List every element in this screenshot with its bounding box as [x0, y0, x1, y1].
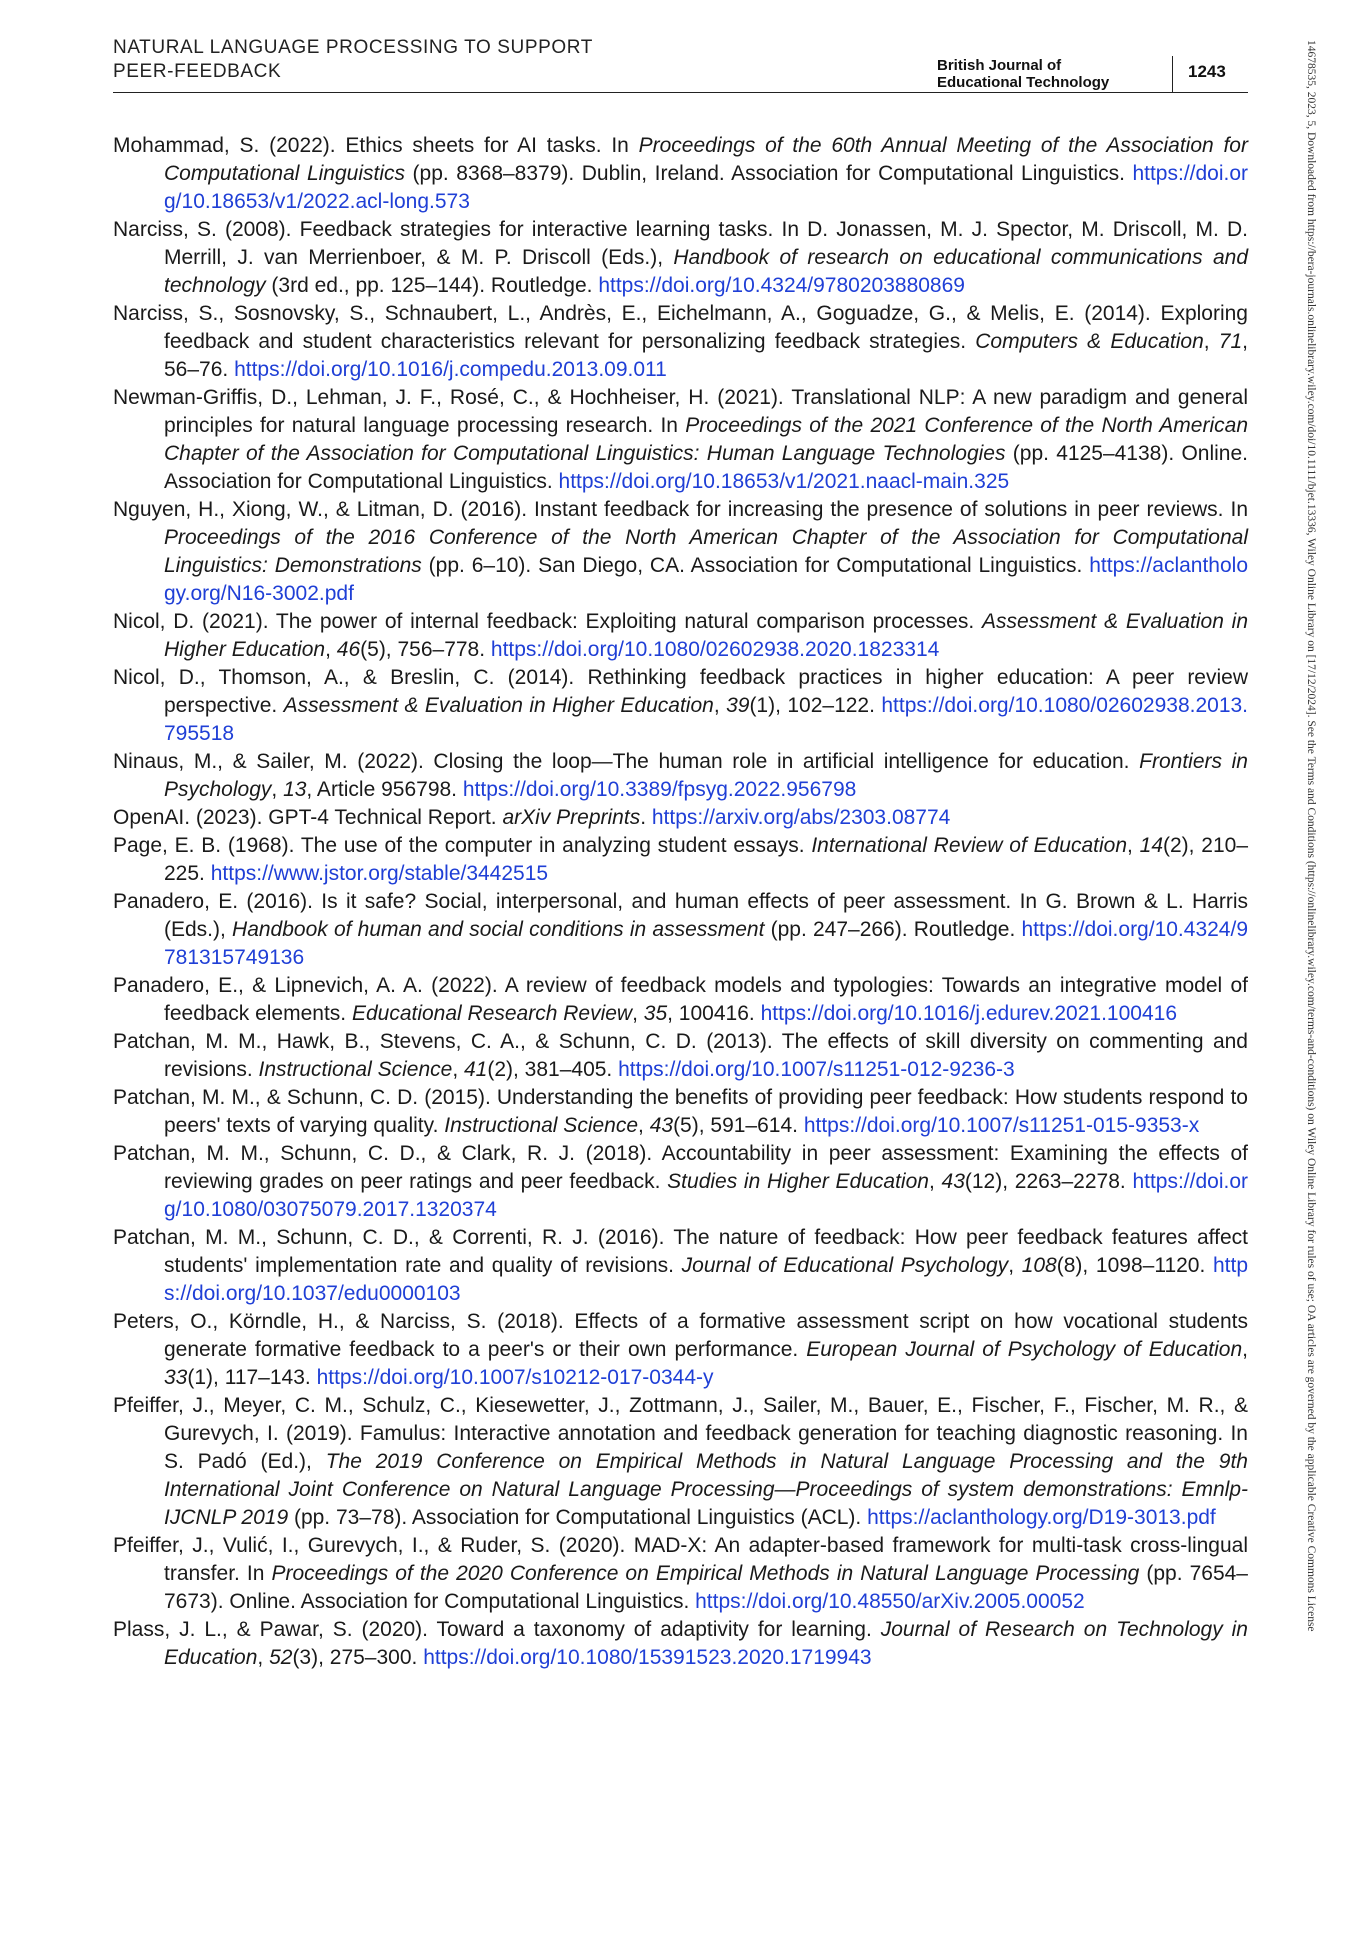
reference-pages: (3rd ed., pp. 125–144). Routledge.	[265, 274, 599, 297]
reference-source: Studies in Higher Education	[667, 1170, 929, 1193]
page-number: 1243	[1188, 62, 1226, 81]
reference-source: Handbook of human and social conditions in assessment	[232, 918, 765, 941]
running-title-line2: PEER-FEEDBACK	[113, 61, 282, 82]
reference-entry	[113, 888, 1248, 972]
reference-doi-link[interactable]: https://doi.org/10.1007/s10212-017-0344-y	[316, 1366, 714, 1389]
reference-entry	[113, 804, 1248, 832]
reference-doi-link[interactable]: https://doi.org/10.1016/j.compedu.2013.09.011	[234, 358, 667, 381]
reference-volume: 71	[1218, 330, 1243, 353]
reference-source: Instructional Science	[258, 1058, 453, 1081]
reference-source: Proceedings of the 2016 Conference of the North American Chapter of the Association for Computational Linguistics: Demonstrations	[164, 526, 1248, 577]
reference-volume: 108	[1021, 1254, 1057, 1277]
reference-pages: , Article 956798.	[306, 778, 463, 801]
reference-source: European Journal of Psychology of Education	[806, 1338, 1243, 1361]
reference-source: Proceedings of the 2020 Conference on Empirical Methods in Natural Language Processing	[271, 1562, 1140, 1585]
reference-separator: ,	[928, 1170, 942, 1193]
reference-pages: (3), 275–300.	[292, 1646, 424, 1669]
reference-doi-link[interactable]: https://doi.org/10.1016/j.edurev.2021.100416	[760, 1002, 1177, 1025]
journal-name-line2: Educational Technology	[937, 74, 1110, 91]
reference-pages: (1), 117–143.	[187, 1366, 317, 1389]
reference-source: Assessment & Evaluation in Higher Education	[164, 610, 1248, 661]
reference-entry	[113, 1084, 1248, 1140]
reference-pages: , 100416.	[667, 1002, 761, 1025]
reference-entry	[113, 664, 1248, 748]
reference-entry	[113, 1224, 1248, 1308]
reference-doi-link[interactable]: https://arxiv.org/abs/2303.08774	[651, 806, 951, 829]
running-title-line1: NATURAL LANGUAGE PROCESSING TO SUPPORT	[113, 37, 593, 58]
reference-authors-title: Newman-Griffis, D., Lehman, J. F., Rosé, C., & Hochheiser, H. (2021). Translational NLP: A new paradigm and general principles for natural language processing research. In	[113, 386, 1248, 437]
reference-doi-link[interactable]: https://doi.org/10.3389/fpsyg.2022.956798	[462, 778, 857, 801]
reference-pages: (1), 102–122.	[749, 694, 882, 717]
reference-authors-title: Panadero, E. (2016). Is it safe? Social, interpersonal, and human effects of peer assessment. In G. Brown & L. Harris (Eds.),	[113, 890, 1248, 941]
reference-separator: ,	[638, 1114, 650, 1137]
reference-pages: (5), 756–778.	[360, 638, 491, 661]
reference-entry	[113, 1532, 1248, 1616]
reference-pages: (pp. 6–10). San Diego, CA. Association for Computational Linguistics.	[421, 554, 1090, 577]
reference-separator: ,	[632, 1002, 644, 1025]
reference-authors-title: Nicol, D., Thomson, A., & Breslin, C. (2014). Rethinking feedback practices in higher education: A peer review perspective.	[113, 666, 1248, 717]
reference-authors-title: Patchan, M. M., Schunn, C. D., & Correnti, R. J. (2016). The nature of feedback: How peer feedback features affect students' implementation rate and quality of revisions.	[113, 1226, 1248, 1277]
reference-authors-title: Pfeiffer, J., Meyer, C. M., Schulz, C., Kiesewetter, J., Zottmann, J., Sailer, M., Bauer, E., Fischer, F., Fischer, M. R., & Gurevych, I. (2019). Famulus: Interactive annotation and feedback generation for teaching diagnostic reasoning. In S. Padó (Ed.),	[113, 1394, 1248, 1473]
reference-entry	[113, 832, 1248, 888]
reference-pages: (12), 2263–2278.	[964, 1170, 1133, 1193]
reference-source: Journal of Research on Technology in Education	[164, 1618, 1248, 1669]
reference-authors-title: Page, E. B. (1968). The use of the computer in analyzing student essays.	[113, 834, 812, 857]
reference-pages: (2), 381–405.	[487, 1058, 619, 1081]
reference-entry	[113, 496, 1248, 608]
reference-source: Frontiers in Psychology	[164, 750, 1248, 801]
reference-doi-link[interactable]: https://aclanthology.org/N16-3002.pdf	[164, 554, 1249, 605]
reference-authors-title: Nguyen, H., Xiong, W., & Litman, D. (2016). Instant feedback for increasing the presence of solutions in peer reviews. In	[113, 498, 1248, 521]
reference-volume: 43	[649, 1114, 674, 1137]
reference-pages: (8), 1098–1120.	[1056, 1254, 1213, 1277]
reference-pages: , 56–76.	[164, 330, 1248, 381]
reference-authors-title: Ninaus, M., & Sailer, M. (2022). Closing the loop—The human role in artificial intelligence for education.	[113, 750, 1140, 773]
reference-doi-link[interactable]: https://doi.org/10.4324/9781315749136	[164, 918, 1248, 969]
reference-authors-title: Patchan, M. M., Hawk, B., Stevens, C. A., & Schunn, C. D. (2013). The effects of skill diversity on commenting and revisions.	[113, 1030, 1248, 1081]
reference-volume: 39	[726, 694, 750, 717]
journal-name	[937, 57, 1157, 91]
reference-entry	[113, 1140, 1248, 1224]
reference-separator: ,	[713, 694, 727, 717]
reference-source: Proceedings of the 2021 Conference of the North American Chapter of the Association for Computational Linguistics: Human Language Technologies	[164, 414, 1249, 465]
reference-volume: 43	[941, 1170, 965, 1193]
reference-entry	[113, 1392, 1248, 1532]
reference-entry	[113, 216, 1248, 300]
reference-doi-link[interactable]: https://doi.org/10.1037/edu0000103	[164, 1254, 1249, 1305]
reference-source: Instructional Science	[444, 1114, 639, 1137]
reference-entry	[113, 300, 1248, 384]
reference-pages: (pp. 4125–4138). Online. Association for Computational Linguistics.	[164, 442, 1248, 493]
reference-volume: 46	[336, 638, 361, 661]
reference-source: Journal of Educational Psychology	[681, 1254, 1009, 1277]
reference-authors-title: Patchan, M. M., & Schunn, C. D. (2015). Understanding the benefits of providing peer feedback: How students respond to peers' texts of varying quality.	[113, 1086, 1248, 1137]
reference-separator: ,	[1127, 834, 1140, 857]
reference-doi-link[interactable]: https://doi.org/10.18653/v1/2022.acl-long.573	[164, 162, 1249, 213]
reference-pages: (pp. 8368–8379). Dublin, Ireland. Association for Computational Linguistics.	[405, 162, 1133, 185]
reference-entry	[113, 1616, 1248, 1672]
reference-authors-title: OpenAI. (2023). GPT-4 Technical Report.	[113, 806, 503, 829]
reference-authors-title: Pfeiffer, J., Vulić, I., Gurevych, I., & Ruder, S. (2020). MAD-X: An adapter-based framework for multi-task cross-lingual transfer. In	[113, 1534, 1248, 1585]
download-notice: 14678535, 2023, 5, Downloaded from https://bera-journals.onlinelibrary.wiley.com/doi/10.1111/bjet.13336, Wiley Online Library on [17/12/2024]. See the Terms and Conditions (https://onlinelibrary.wiley.com/terms-and-conditions) on Wiley Online Library for rules of use; OA articles are governed by the applicable Creative Commons License	[1305, 40, 1317, 1632]
reference-doi-link[interactable]: https://doi.org/10.1080/02602938.2013.795518	[164, 694, 1249, 745]
reference-doi-link[interactable]: https://doi.org/10.1007/s11251-015-9353-x	[803, 1114, 1200, 1137]
reference-entry	[113, 608, 1248, 664]
reference-pages: (pp. 73–78). Association for Computational Linguistics (ACL).	[288, 1506, 868, 1529]
journal-name-line1: British Journal of	[937, 57, 1062, 74]
reference-source: Assessment & Evaluation in Higher Education	[283, 694, 714, 717]
header-rule	[113, 92, 1248, 93]
reference-volume: 14	[1139, 834, 1163, 857]
reference-source: Computers & Education	[975, 330, 1204, 353]
reference-separator: ,	[1008, 1254, 1022, 1277]
reference-authors-title: Patchan, M. M., Schunn, C. D., & Clark, R. J. (2018). Accountability in peer assessment: Examining the effects of reviewing grades on peer ratings and peer feedback.	[113, 1142, 1248, 1193]
reference-volume: 35	[643, 1002, 668, 1025]
reference-doi-link[interactable]: https://doi.org/10.1007/s11251-012-9236-3	[618, 1058, 1015, 1081]
reference-authors-title: Narciss, S. (2008). Feedback strategies for interactive learning tasks. In D. Jonassen, M. J. Spector, M. Driscoll, M. D. Merrill, J. van Merrienboer, & M. P. Driscoll (Eds.),	[113, 218, 1248, 269]
reference-separator: ,	[1242, 1338, 1248, 1361]
reference-doi-link[interactable]: https://doi.org/10.1080/03075079.2017.1320374	[164, 1170, 1248, 1221]
reference-separator: ,	[1203, 330, 1219, 353]
reference-source: The 2019 Conference on Empirical Methods in Natural Language Processing and the 9th International Joint Conference on Natural Language Processing—Proceedings of system demonstrations: Emnlp-IJCNLP 2019	[164, 1450, 1248, 1529]
reference-authors-title: Nicol, D. (2021). The power of internal feedback: Exploiting natural comparison processes.	[113, 610, 982, 633]
reference-doi-link[interactable]: https://doi.org/10.4324/9780203880869	[598, 274, 965, 297]
header-divider	[1172, 56, 1173, 92]
reference-doi-link[interactable]: https://doi.org/10.1080/15391523.2020.1719943	[423, 1646, 872, 1669]
running-title	[113, 36, 593, 84]
reference-entry	[113, 132, 1248, 216]
reference-pages: (2), 210–225.	[164, 834, 1248, 885]
reference-source: Proceedings of the 60th Annual Meeting of the Association for Computational Linguistics	[164, 134, 1248, 185]
reference-separator: ,	[271, 778, 284, 801]
reference-separator: ,	[325, 638, 337, 661]
reference-volume: 41	[463, 1058, 488, 1081]
reference-authors-title: Panadero, E., & Lipnevich, A. A. (2022). A review of feedback models and typologies: Towards an integrative model of feedback elements.	[113, 974, 1248, 1025]
reference-doi-link[interactable]: https://doi.org/10.1080/02602938.2020.1823314	[490, 638, 940, 661]
reference-separator: ,	[452, 1058, 464, 1081]
reference-pages: (pp. 7654–7673). Online. Association for Computational Linguistics.	[164, 1562, 1248, 1613]
reference-source: arXiv Preprints	[502, 806, 641, 829]
reference-volume: 13	[283, 778, 307, 801]
reference-list	[113, 132, 1248, 1672]
reference-authors-title: Peters, O., Körndle, H., & Narciss, S. (2018). Effects of a formative assessment script on how vocational students generate formative feedback to a peer's or their own performance.	[113, 1310, 1248, 1361]
reference-volume: 33	[164, 1366, 188, 1389]
reference-doi-link[interactable]: https://doi.org/10.48550/arXiv.2005.00052	[695, 1590, 1085, 1613]
reference-authors-title: Narciss, S., Sosnovsky, S., Schnaubert, L., Andrès, E., Eichelmann, A., Goguadze, G., & Melis, E. (2014). Exploring feedback and student characteristics relevant for personalizing feedback strategies.	[113, 302, 1248, 353]
reference-pages: (pp. 247–266). Routledge.	[764, 918, 1022, 941]
reference-source: Educational Research Review	[351, 1002, 633, 1025]
reference-separator: ,	[257, 1646, 270, 1669]
reference-entry	[113, 1308, 1248, 1392]
reference-source: International Review of Education	[811, 834, 1128, 857]
reference-doi-link[interactable]: https://www.jstor.org/stable/3442515	[210, 862, 549, 885]
reference-pages: .	[640, 806, 652, 829]
reference-entry	[113, 1028, 1248, 1084]
reference-doi-link[interactable]: https://doi.org/10.18653/v1/2021.naacl-main.325	[558, 470, 1010, 493]
reference-entry	[113, 748, 1248, 804]
reference-doi-link[interactable]: https://aclanthology.org/D19-3013.pdf	[867, 1506, 1216, 1529]
reference-source: Handbook of research on educational communications and technology	[164, 246, 1248, 297]
reference-volume: 52	[269, 1646, 293, 1669]
reference-pages: (5), 591–614.	[673, 1114, 804, 1137]
reference-authors-title: Plass, J. L., & Pawar, S. (2020). Toward a taxonomy of adaptivity for learning.	[113, 1618, 881, 1641]
reference-entry	[113, 384, 1248, 496]
reference-entry	[113, 972, 1248, 1028]
reference-authors-title: Mohammad, S. (2022). Ethics sheets for AI tasks. In	[113, 134, 639, 157]
